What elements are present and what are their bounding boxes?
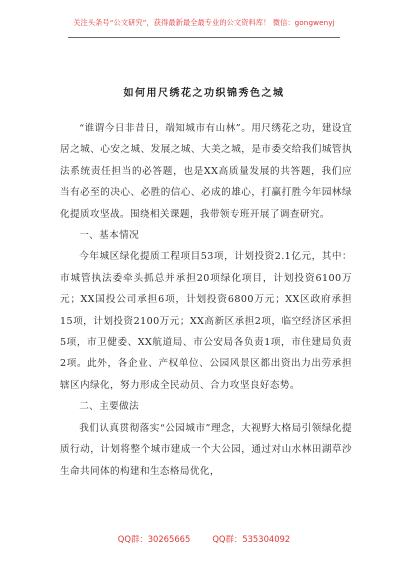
document-body	[60, 118, 352, 482]
document-title: 如何用尺绣花之功织锦秀色之城	[123, 88, 285, 99]
footer-contact	[0, 533, 408, 545]
main-practices-paragraph: 我们认真贯彻落实“公园城市”理念，大视野大格局引领绿化提质行动，计划将整个城市建成一个大公园，通过对山水林田湖草沙生命共同体的构建和生态格局优化，	[60, 422, 352, 477]
header-banner: 关注头条号“公文研究”，获得最新最全最专业的公文资料库！ 微信：gongwenyj	[73, 18, 335, 27]
intro-paragraph: “谁谓今日非昔日，端知城市有山林”。用尺绣花之功，建设宜居之城、心安之城、发展之城、大美之城，是市委交给我们城管执法系统责任担当的必答题，也是XX高质量发展的共答题，我们应当有必至的决心、必胜的信心、必成的雄心，打赢打胜今年园林绿化提质攻坚战。围绕相关课题，我带领专班开展了调查研究。	[60, 123, 352, 220]
footer-qq-group-2: QQ群：535304092	[212, 534, 291, 544]
footer-qq-group-1: QQ群：30265665	[117, 534, 191, 544]
basic-situation-paragraph: 今年城区绿化提质工程项目53项，计划投资2.1亿元，其中：市城管执法委牵头抓总并承担20项绿化项目，计划投资6100万元；XX国投公司承担6项，计划投资6800万元；XX区政府承担15项，计划投资2100万元；XX高新区承担2项，临空经济区承担5项，市卫健委、XX航道局、市公安局各负责1项，市住建局负责2项。此外，各企业、产权单位、公园风景区都出资出力出劳承担辖区内绿化，努力形成全民动员、合力攻坚良好态势。	[60, 251, 352, 391]
section-heading-basic-situation: 一、基本情况	[79, 230, 140, 242]
header-divider	[68, 37, 340, 38]
section-heading-main-practices: 二、主要做法	[79, 401, 140, 413]
